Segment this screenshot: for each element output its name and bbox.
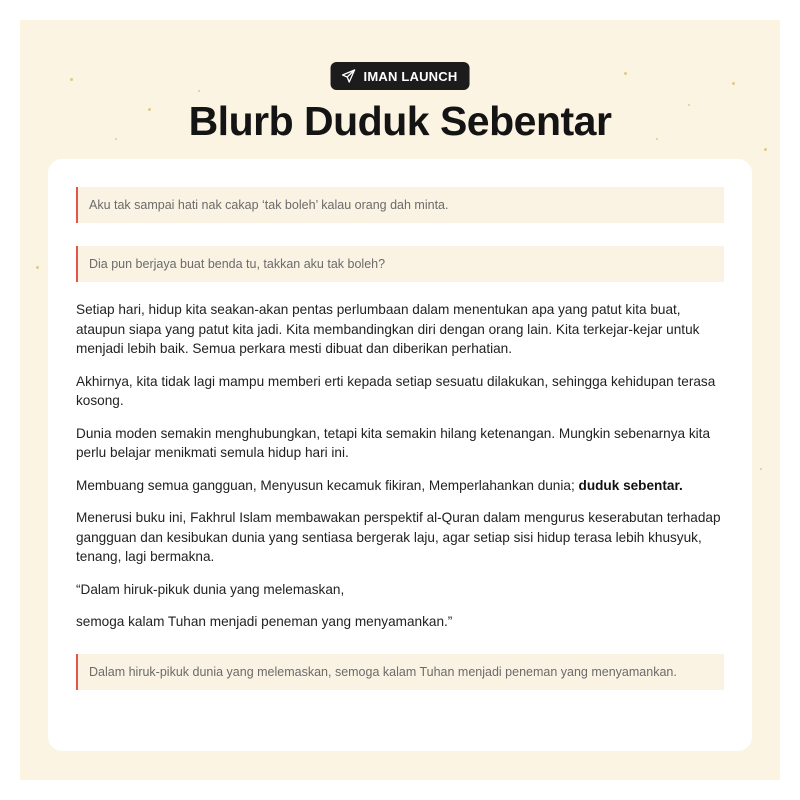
paper-plane-icon <box>341 68 357 84</box>
blurb-paragraph: Menerusi buku ini, Fakhrul Islam membawakan perspektif al-Quran dalam mengurus keserabutan terhadap gangguan dan kesibukan dunia yang sentiasa bergerak laju, agar setiap sisi hidup terasa lebih khusyuk, tenang, lagi bermakna. <box>76 510 721 564</box>
blurb-paragraph: Dunia moden semakin menghubungkan, tetapi kita semakin hilang ketenangan. Mungkin sebenarnya kita perlu belajar menikmati semula hidup hari ini. <box>76 425 711 460</box>
blurb-paragraph: semoga kalam Tuhan menjadi peneman yang menyamankan.” <box>76 614 453 629</box>
page-title: Blurb Duduk Sebentar <box>188 98 612 144</box>
pull-quote: Dalam hiruk-pikuk dunia yang melemaskan, semoga kalam Tuhan menjadi peneman yang menyamankan. <box>76 654 724 690</box>
blurb-paragraph: Setiap hari, hidup kita seakan-akan pentas perlumbaan dalam menentukan apa yang patut kita buat, ataupun siapa yang patut kita jadi. Kita membandingkan diri dengan orang lain. Kita terkejar-kejar untuk menjadi lebih baik. Semua perkara mesti dibuat dan diberikan perhatian. <box>76 302 700 356</box>
blurb-paragraph: Akhirnya, kita tidak lagi mampu memberi erti kepada setiap sesuatu dilakukan, sehingga kehidupan terasa kosong. <box>76 373 716 408</box>
decorative-speck <box>624 72 627 75</box>
decorative-speck <box>36 266 39 269</box>
decorative-speck <box>198 90 200 92</box>
highlight-bold: duduk sebentar. <box>578 477 683 493</box>
pull-quote: Dia pun berjaya buat benda tu, takkan aku tak boleh? <box>76 246 724 282</box>
pull-quote: Aku tak sampai hati nak cakap ‘tak boleh’ kalau orang dah minta. <box>76 187 724 223</box>
poster-background <box>20 20 780 780</box>
decorative-speck <box>764 148 767 151</box>
blurb-card <box>48 159 752 751</box>
blurb-paragraph: “Dalam hiruk-pikuk dunia yang melemaskan, <box>76 581 345 597</box>
blurb-paragraph-highlight <box>76 476 724 496</box>
brand-badge <box>331 62 470 90</box>
decorative-speck <box>732 82 735 85</box>
decorative-speck <box>760 468 762 470</box>
brand-badge-label: IMAN LAUNCH <box>363 68 458 84</box>
decorative-speck <box>70 78 73 81</box>
highlight-lead: Membuang semua gangguan, Menyusun kecamuk fikiran, Memperlahankan dunia; <box>76 477 579 493</box>
